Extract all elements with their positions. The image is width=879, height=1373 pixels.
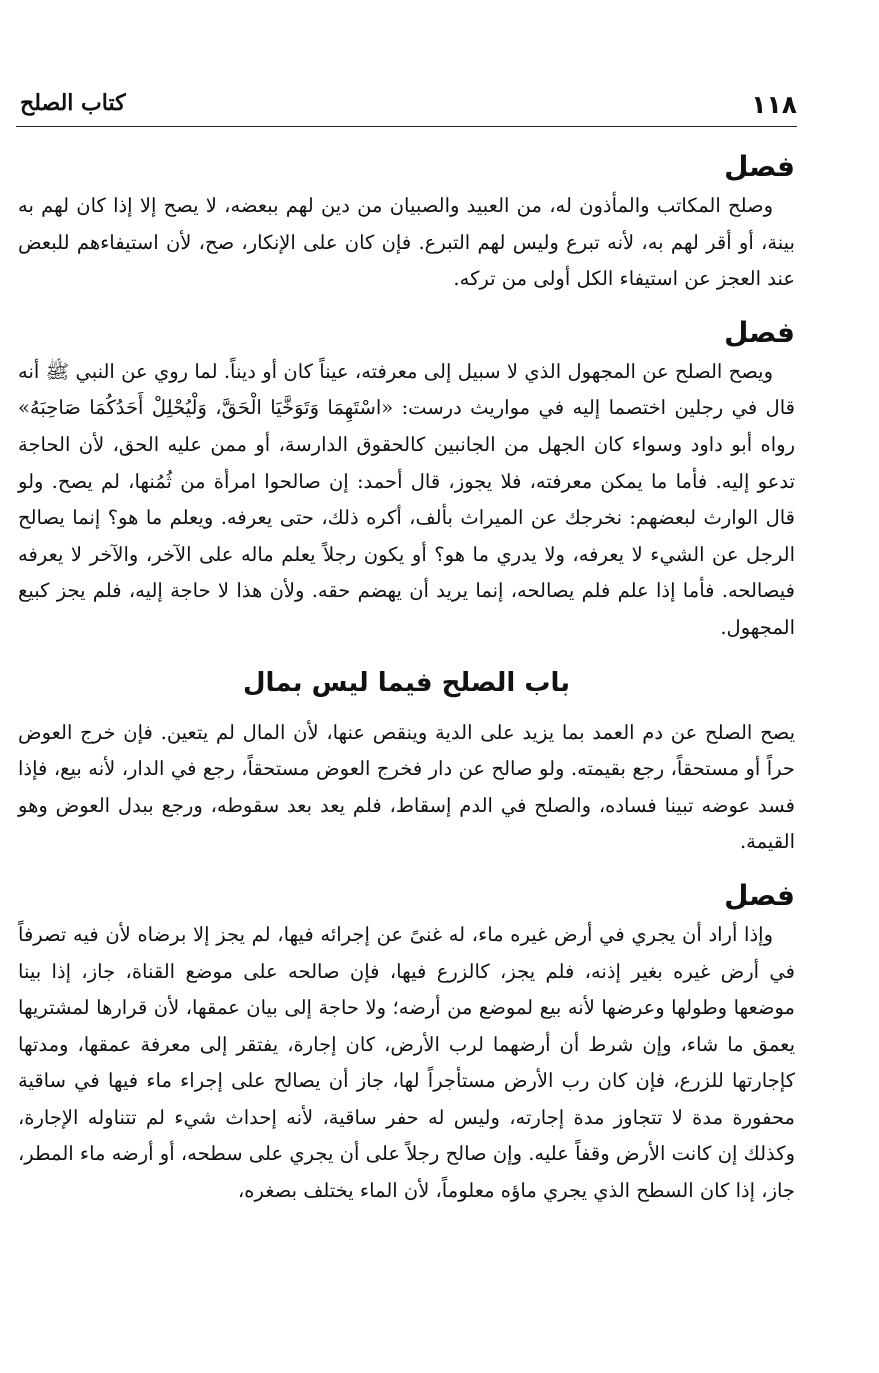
page-number: ١١٨ <box>751 90 797 119</box>
running-header <box>16 86 797 127</box>
section-paragraph-3: وإذا أراد أن يجري في أرض غيره ماء، له غنىً عن إجرائه فيها، لم يجز إلا برضاه لأن فيه تصرفاً في أرض غيره بغير إذنه، فلم يجز، كالزرع فيها، فإن صالحه على موضع القناة، جاز، إذا بينا موضعها وطولها وعرضها لأنه بيع لموضع من أرضه؛ ولا حاجة إلى بيان عمقها، لأن قرارها لمشتريها يعمق ما شاء، وإن شرط أن أرضهما لرب الأرض، كان إجارة، يفتقر إلى معرفة عمقها، ومدتها كإجارتها للزرع، فإن كان رب الأرض مستأجراً لها، جاز أن يصالح على إجراء ماء فيها في ساقية محفورة مدة لا تتجاوز مدة إجارته، وليس له حفر ساقية، لأنه إحداث شيء لم تتناوله الإجارة، وكذلك إن كانت الأرض وقفاً عليه. وإن صالح رجلاً على أن يجري على سطحه، أو أرضه ماء المطر، جاز، إذا كان السطح الذي يجري ماؤه معلوماً، لأن الماء يختلف بصغره، <box>18 922 795 1203</box>
chapter-heading: باب الصلح فيما ليس بمال <box>243 667 570 698</box>
section-paragraph-2: ويصح الصلح عن المجهول الذي لا سبيل إلى معرفته، عيناً كان أو ديناً. لما روي عن النبي ﷺ أنه قال في رجلين اختصما إليه في مواريث درست: «اسْتَهِمَا وَتَوَخَّيَا الْحَقَّ، وَلْيُحْلِلْ أَحَدُكُمَا صَاحِبَهُ» رواه أبو داود وسواء كان الجهل من الجانبين كالحقوق الدارسة، أو ممن عليه الحق، لأن الحاجة تدعو إليه. فأما ما يمكن معرفته، فلا يجوز، قال أحمد: إن صالحوا امرأة من ثُمُنها، لم يصح. ولو قال الوارث لبعضهم: نخرجك عن الميراث بألف، أكره ذلك، حتى يعرفه. ويعلم ما هو؟ إنما يصالح الرجل عن الشيء لا يعرفه، ولا يدري ما هو؟ أو يكون رجلاً يعلم ماله على الآخر، والآخر لا يعرفه فيصالحه. فأما إذا علم فلم يصالحه، إنما يريد أن يهضم حقه. ولأن هذا لا حاجة إليه، فلم يجز كبيع المجهول. <box>18 359 795 639</box>
section-heading-1: فصل <box>724 150 795 183</box>
section-heading-2: فصل <box>724 315 795 349</box>
section-paragraph-1: وصلح المكاتب والمأذون له، من العبيد والصبيان من دين لهم ببعضه، لا يصح إلا إذا كان لهم به بينة، أو أقر لهم به، لأنه تبرع وليس لهم التبرع. فإن كان على الإنكار، صح، لأن استيفاءهم للبعض عند العجز عن استيفاء الكل أولى من تركه. <box>18 194 795 291</box>
section-heading-3: فصل <box>724 878 795 912</box>
page-content <box>18 146 795 1210</box>
chapter-paragraph: يصح الصلح عن دم العمد بما يزيد على الدية وينقص عنها، لأن المال لم يتعين. فإن خرج العوض حراً أو مستحقاً، رجع بقيمته. ولو صالح عن دار فخرج العوض مستحقاً، رجع في الدار، لأنه بيع، فإذا فسد عوضه تبينا فساده، والصلح في الدم إسقاط، فلم يعد بعد سقوطه، ورجع ببدل العوض وهو القيمة. <box>18 720 795 854</box>
book-title: كتاب الصلح <box>20 90 126 116</box>
